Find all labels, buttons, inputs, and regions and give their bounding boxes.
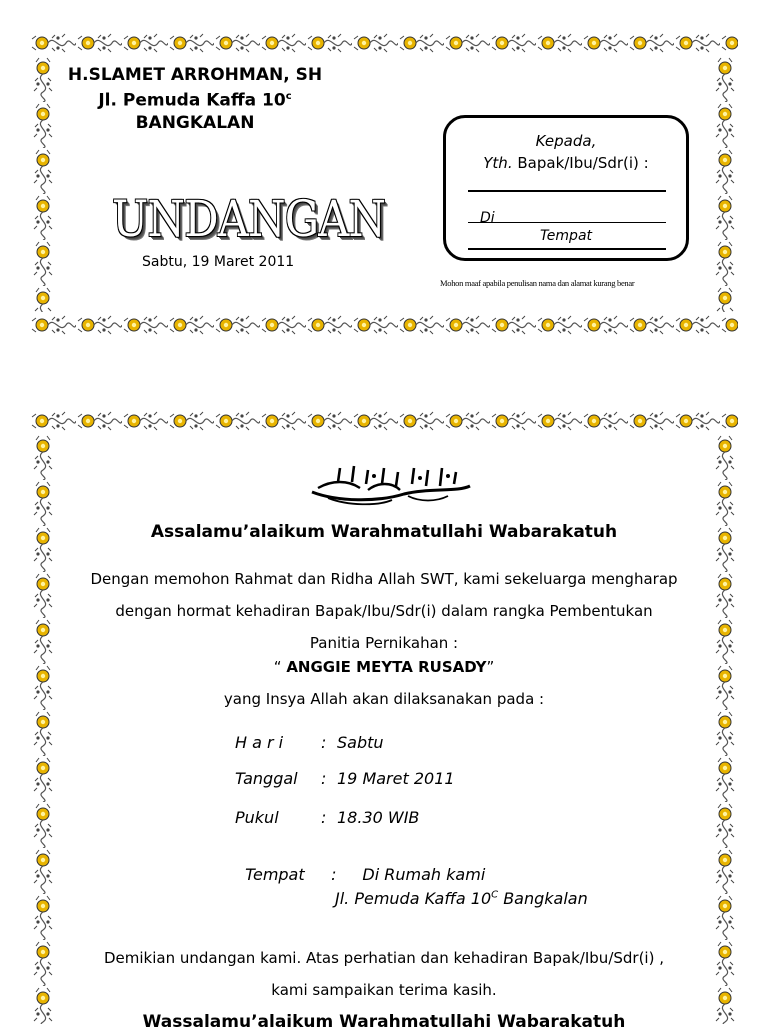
recipient-di: Di xyxy=(480,210,495,226)
detail-value: 18.30 WIB xyxy=(337,808,420,827)
closing-line-2: kami sampaikan terima kasih. xyxy=(271,981,497,999)
detail-label: Tempat xyxy=(245,865,305,884)
detail-label: Tanggal xyxy=(235,769,298,788)
closing-line-1: Demikian undangan kami. Atas perhatian dan kehadiran Bapak/Ibu/Sdr(i) , xyxy=(103,949,664,967)
recipient-tempat: Tempat xyxy=(539,228,593,244)
intro-paragraph xyxy=(0,563,768,659)
detail-label: H a r i xyxy=(235,733,284,752)
recipient-name-line xyxy=(468,190,666,192)
recipient-salutation: Yth. Bapak/Ibu/Sdr(i) : xyxy=(483,154,649,172)
basmalah-calligraphy-icon xyxy=(308,462,474,512)
intro-line-3: Panitia Pernikahan : xyxy=(309,634,459,652)
intro-line-1: Dengan memohon Rahmat dan Ridha Allah SWT, kami sekeluarga mengharap xyxy=(90,570,678,588)
envelope-border-right xyxy=(712,56,738,312)
recipient-di-line xyxy=(468,222,666,223)
intro-line-2: dengan hormat kehadiran Bapak/Ibu/Sdr(i) dalam rangka Pembentukan xyxy=(115,602,653,620)
sender-block xyxy=(60,64,330,144)
honoree-name: ANGGIE MEYTA RUSADY xyxy=(286,658,487,676)
recipient-kepada: Kepada, xyxy=(535,132,597,150)
closing-paragraph xyxy=(0,942,768,1006)
detail-value: Di Rumah kami xyxy=(347,865,486,884)
recipient-address-box xyxy=(443,115,689,261)
envelope-border-left xyxy=(30,56,56,312)
farewell-greeting: Wassalamu’alaikum Warahmatullahi Wabarakatuh xyxy=(142,1012,626,1032)
islamic-greeting: Assalamu’alaikum Warahmatullahi Wabarakatuh xyxy=(150,522,618,542)
detail-label: Pukul xyxy=(235,808,279,827)
envelope-border-bottom xyxy=(30,312,738,338)
recipient-tempat-line xyxy=(468,248,666,250)
invitation-title: UNDANGAN xyxy=(112,190,386,248)
event-address: Jl. Pemuda Kaffa $10^C$ Bangkalan xyxy=(335,889,588,908)
envelope-border-top xyxy=(30,30,738,56)
schedule-intro: yang Insya Allah akan dilaksanakan pada : xyxy=(223,690,545,708)
detail-row-place: Tempat : Di Rumah kami xyxy=(245,865,486,884)
detail-value: 19 Maret 2011 xyxy=(337,769,455,788)
honoree-name-line: “ ANGGIE MEYTA RUSADY” xyxy=(273,658,495,676)
invitation-date: Sabtu, 19 Maret 2011 xyxy=(142,254,295,270)
sender-city: BANGKALAN xyxy=(135,112,255,133)
apology-note: Mohon maaf apabila penulisan nama dan alamat kurang benar xyxy=(440,278,635,288)
sender-address: Jl. Pemuda Kaffa 10$^c$ xyxy=(98,90,292,111)
letter-border-top xyxy=(30,408,738,434)
sender-name: H.SLAMET ARROHMAN, SH xyxy=(67,65,323,85)
detail-row-time: Pukul : 18.30 WIB xyxy=(235,808,420,827)
detail-row-date: Tanggal : 19 Maret 2011 xyxy=(235,769,455,788)
detail-value: Sabtu xyxy=(337,733,384,752)
detail-row-day: H a r i : Sabtu xyxy=(235,733,384,752)
